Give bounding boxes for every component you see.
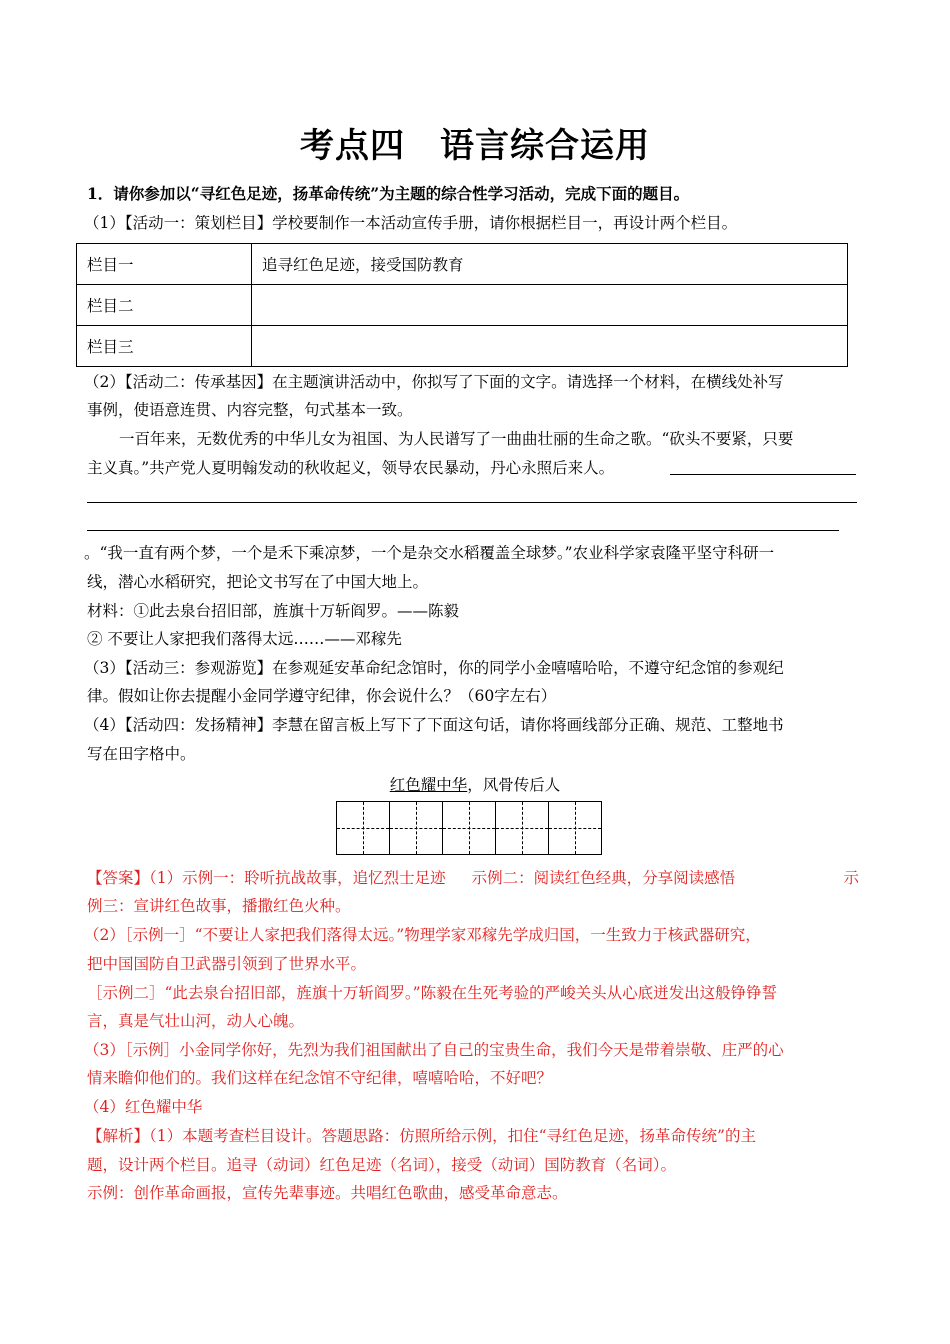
answer-4: （4）红色耀中华	[84, 1098, 203, 1116]
passage-line2: 主义真。”共产党人夏明翰发动的秋收起义，领导农民暴动，丹心永照后来人。	[87, 459, 615, 477]
answer-1-example1: 【答案】（1）示例一：聆听抗战故事，追忆烈士足迹	[87, 869, 446, 887]
part1-text: （1）【活动一：策划栏目】学校要制作一本活动宣传手册，请你根据栏目一，再设计两个栏目。	[84, 214, 738, 232]
answer-1-example3-start: 示	[843, 869, 859, 887]
table-cell-label: 栏目一	[77, 244, 252, 285]
part3-text-line2: 律。假如让你去提醒小金同学遵守纪律，你会说什么？（60字左右）	[87, 687, 557, 705]
tianzige-cell[interactable]	[389, 801, 443, 855]
tianzige-grid	[337, 801, 602, 855]
material-1: 材料：①此去泉台招旧部，旌旗十万斩阎罗。——陈毅	[87, 602, 460, 620]
part4-text-line1: （4）【活动四：发扬精神】李慧在留言板上写下了下面这句话，请你将画线部分正确、规范、工整地书	[84, 716, 784, 734]
table-row	[77, 285, 848, 326]
answer-blank-line	[87, 530, 839, 531]
table-cell-value: 追寻红色足迹，接受国防教育	[252, 244, 848, 285]
answer-2-line2: 把中国国防自卫武器引领到了世界水平。	[87, 955, 367, 973]
tianzige-cell[interactable]	[548, 801, 602, 855]
tianzige-cell[interactable]	[495, 801, 549, 855]
material-2: ② 不要让人家把我们落得太远……——邓稼先	[87, 630, 402, 648]
part3-text-line1: （3）【活动三：参观游览】在参观延安革命纪念馆时，你的同学小金嘻嘻哈哈，不遵守纪念馆的参观纪	[84, 659, 784, 677]
answer-2-line4: 言，真是气壮山河，动人心魄。	[87, 1012, 305, 1030]
passage-line4: 线，潜心水稻研究，把论文书写在了中国大地上。	[87, 573, 429, 591]
table-row	[77, 326, 848, 367]
tianzige-cell[interactable]	[336, 801, 390, 855]
page-title: 考点四 语言综合运用	[300, 126, 650, 166]
table-cell-value	[252, 326, 848, 367]
underlined-phrase: 红色耀中华	[389, 776, 468, 794]
analysis-line3: 示例：创作革命画报，宣传先辈事迹。共唱红色歌曲，感受革命意志。	[87, 1184, 568, 1202]
question-stem: 1．请你参加以“寻红色足迹，扬革命传统”为主题的综合性学习活动，完成下面的题目。	[87, 184, 690, 203]
answer-blank-line	[670, 474, 856, 475]
table-cell-label: 栏目三	[77, 326, 252, 367]
answer-1-line2: 例三：宣讲红色故事，播撒红色火种。	[87, 897, 351, 915]
sentence-rest: ，风骨传后人	[467, 776, 561, 794]
part2-text-line2: 事例，使语意连贯、内容完整，句式基本一致。	[87, 401, 413, 419]
analysis-line1: 【解析】（1）本题考查栏目设计。答题思路：仿照所给示例，扣住“寻红色足迹，扬革命传统”的主	[87, 1127, 756, 1145]
answer-2-line1: （2）［示例一］“不要让人家把我们落得太远。”物理学家邓稼先学成归国，一生致力于核武器研究，	[84, 926, 761, 944]
answer-1-line1	[87, 868, 859, 888]
answer-2-line3: ［示例二］“此去泉台招旧部，旌旗十万斩阎罗。”陈毅在生死考验的严峻关头从心底迸发出这般铮铮誓	[87, 984, 778, 1002]
passage-line1: 一百年来，无数优秀的中华儿女为祖国、为人民谱写了一曲曲壮丽的生命之歌。“砍头不要紧，只要	[119, 430, 794, 448]
table-row	[77, 244, 848, 285]
answer-3-line2: 情来瞻仰他们的。我们这样在纪念馆不守纪律，嘻嘻哈哈，不好吧？	[87, 1069, 553, 1087]
column-table	[76, 243, 848, 367]
table-cell-value	[252, 285, 848, 326]
part4-text-line2: 写在田字格中。	[87, 745, 196, 763]
answer-3-line1: （3）［示例］小金同学你好，先烈为我们祖国献出了自己的宝贵生命，我们今天是带着崇敬、庄严的心	[84, 1041, 784, 1059]
copy-sentence	[0, 773, 950, 795]
table-cell-label: 栏目二	[77, 285, 252, 326]
answer-1-example2: 示例二：阅读红色经典，分享阅读感悟	[471, 869, 736, 887]
passage-line3: 。“我一直有两个梦，一个是禾下乘凉梦，一个是杂交水稻覆盖全球梦。”农业科学家袁隆平坚守科研一	[84, 544, 775, 562]
answer-blank-line	[87, 502, 857, 503]
part2-text-line1	[84, 372, 857, 392]
tianzige-cell[interactable]	[442, 801, 496, 855]
analysis-line2: 题，设计两个栏目。追寻（动词）红色足迹（名词），接受（动词）国防教育（名词）。	[87, 1156, 677, 1174]
part2-line1-text: （2）【活动二：传承基因】在主题演讲活动中，你拟写了下面的文字。请选择一个材料，在横线处补写	[84, 373, 784, 391]
